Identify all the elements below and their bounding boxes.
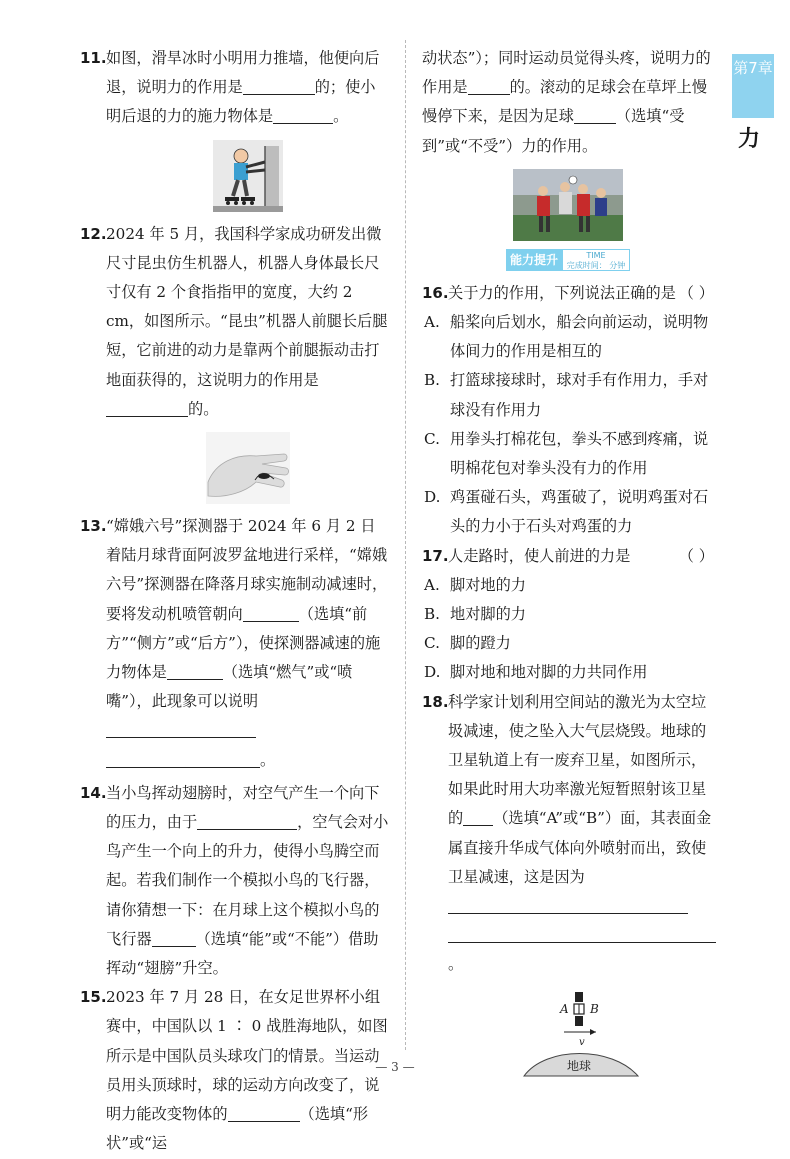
question-11 <box>80 44 390 212</box>
page-number: — 3 — <box>375 1060 415 1074</box>
question-stem: 人走路时，使人前进的力是 <box>448 546 631 565</box>
question-number: 14. <box>80 783 107 802</box>
question-17 <box>422 542 714 571</box>
question-number: 17. <box>422 546 449 565</box>
option-text: 脚对地的力 <box>450 575 526 594</box>
question-stem: 关于力的作用，下列说法正确的是 <box>448 283 676 302</box>
question-text: 2023 年 7 月 28 日，在女足世界杯小组赛中，中国队以 1 ∶ 0 战胜海地队，如图所示是中国队员头球攻门的情景。当运动员用头顶球时，球的运动方向改变了，说明力能改变物体的 <box>106 988 388 1124</box>
badge-time <box>562 249 630 271</box>
option-text: 鸡蛋碰石头，鸡蛋破了，说明鸡蛋对石头的力小于石头对鸡蛋的力 <box>450 488 709 536</box>
question-14 <box>80 779 390 983</box>
ability-badge <box>506 249 630 271</box>
question-18 <box>422 688 714 1078</box>
badge-time-text: 完成时间： 分钟 <box>566 260 626 270</box>
question-text: 科学家计划利用空间站的激光为太空垃圾减速，使之坠入大气层烧毁。地球的卫星轨道上有一废弃卫星，如图所示，如果此时用大功率激光短暂照射该卫星的 <box>448 692 707 828</box>
question-12 <box>80 220 390 504</box>
option-c <box>422 425 714 483</box>
answer-blank[interactable] <box>197 811 297 830</box>
chapter-title: 力 <box>738 127 761 152</box>
question-text: 如图，滑旱冰时小明用力推墙，他便向后退，说明力的作用是 <box>106 49 380 97</box>
option-text: 脚的蹬力 <box>450 634 511 653</box>
label-b: B <box>590 1001 599 1016</box>
answer-blank[interactable] <box>243 603 299 622</box>
question-text: （选填“前方”“侧方”或“后方”），使探测器减速的施力物体是 <box>106 604 381 682</box>
question-13 <box>80 512 390 775</box>
right-column <box>422 44 714 1086</box>
option-c <box>422 629 714 658</box>
question-text: 2024 年 5 月，我国科学家成功研发出微尺寸昆虫仿生机器人，机器人身体最长尺寸仅有 2 个食指指甲的宽度，大约 2 cm，如图所示。“昆虫”机器人前腿长后腿短，它前进的动力是靠两个前腿振动击打地面获得的，这说明力的作用是 <box>106 224 388 389</box>
answer-blank[interactable] <box>574 105 616 124</box>
question-text: 的。 <box>188 399 219 418</box>
answer-blank[interactable] <box>106 719 256 738</box>
answer-blank[interactable] <box>448 895 688 914</box>
answer-blank[interactable] <box>106 398 188 417</box>
question-text: （选填“A”或“B”）面，其表面金属直接升华成气体向外喷射而出，致使卫星减速，这是因为 <box>448 809 712 886</box>
question-text: 当小鸟挥动翅膀时，对空气产生一个向下的压力，由于 <box>106 783 380 832</box>
answer-blank[interactable] <box>228 1103 300 1122</box>
badge-label: 能力提升 <box>506 249 562 271</box>
option-letter: A. <box>424 575 440 594</box>
question-text: 的。滚动的足球会在草坪上慢慢停下来，是因为足球 <box>422 78 707 126</box>
question-number: 12. <box>80 224 107 243</box>
question-number: 15. <box>80 988 107 1007</box>
option-letter: B. <box>424 371 440 390</box>
answer-paren[interactable]: （ ） <box>678 546 714 565</box>
answer-blank[interactable] <box>273 105 333 124</box>
option-letter: C. <box>424 634 440 653</box>
option-letter: D. <box>424 663 441 682</box>
question-text: “嫦娥六号”探测器于 2024 年 6 月 2 日着陆月球背面阿波罗盆地进行采样，“嫦娥六号”探测器在降落月球实施制动减速时，要将发动机喷管朝向 <box>106 517 388 623</box>
option-letter: B. <box>424 605 440 624</box>
option-a <box>422 571 714 600</box>
question-number: 11. <box>80 49 107 67</box>
question-text: （选填“受到”或“不受”）力的作用。 <box>422 107 685 155</box>
label-a: A <box>560 1001 569 1016</box>
question-text: ，空气会对小鸟产生一个向上的升力，使得小鸟腾空而起。若我们制作一个模拟小鸟的飞行器，请你猜想一下：在月球上这个模拟小鸟的飞行器 <box>106 813 389 948</box>
badge-time-label: TIME <box>586 250 606 260</box>
option-text: 地对脚的力 <box>450 605 526 624</box>
answer-blank[interactable] <box>167 661 223 680</box>
answer-blank[interactable] <box>463 807 493 826</box>
option-letter: C. <box>424 429 440 448</box>
option-d <box>422 658 714 687</box>
answer-blank[interactable] <box>448 924 716 943</box>
option-d <box>422 483 714 541</box>
insect-robot-hand-figure <box>206 432 290 504</box>
question-16 <box>422 279 714 308</box>
option-text: 船桨向后划水，船会向前运动，说明物体间力的作用是相互的 <box>450 313 709 361</box>
question-text: 的；使小明后退的力的施力物体是 <box>106 78 376 126</box>
question-text: 。 <box>333 107 349 126</box>
option-a <box>422 308 714 366</box>
question-text: （选填“形状”或“运 <box>106 1105 369 1153</box>
answer-blank[interactable] <box>152 928 196 947</box>
chapter-tab: 第7章 <box>732 54 774 118</box>
skating-boy-figure <box>213 140 283 212</box>
question-15-continued <box>422 44 714 271</box>
question-text: 动状态”）；同时运动员觉得头疼，说明力的作用是 <box>422 49 711 97</box>
answer-blank[interactable] <box>106 749 260 768</box>
answer-blank[interactable] <box>468 76 510 95</box>
answer-blank[interactable] <box>243 76 315 95</box>
question-text: （选填“燃气”或“喷嘴”），此现象可以说明 <box>106 663 353 711</box>
question-number: 18. <box>422 692 449 711</box>
question-text: （选填“能”或“不能”）借助挥动“翅膀”升空。 <box>106 929 379 978</box>
option-text: 脚对地和地对脚的力共同作用 <box>450 663 648 682</box>
option-b <box>422 366 714 424</box>
left-column <box>80 44 390 1159</box>
option-b <box>422 600 714 629</box>
option-letter: A. <box>424 313 440 332</box>
option-letter: D. <box>424 488 441 507</box>
question-text: 。 <box>448 955 464 974</box>
column-divider <box>405 40 406 1050</box>
question-text: 。 <box>260 750 276 769</box>
question-number: 13. <box>80 517 107 536</box>
answer-paren[interactable]: （ ） <box>678 283 714 302</box>
label-v: v <box>579 1036 585 1048</box>
option-text: 用拳头打棉花包，拳头不感到疼痛，说明棉花包对拳头没有力的作用 <box>450 429 709 478</box>
soccer-header-photo <box>513 169 623 241</box>
label-earth: 地球 <box>567 1058 592 1073</box>
question-number: 16. <box>422 283 449 302</box>
option-text: 打篮球接球时，球对手有作用力，手对球没有作用力 <box>450 371 709 419</box>
